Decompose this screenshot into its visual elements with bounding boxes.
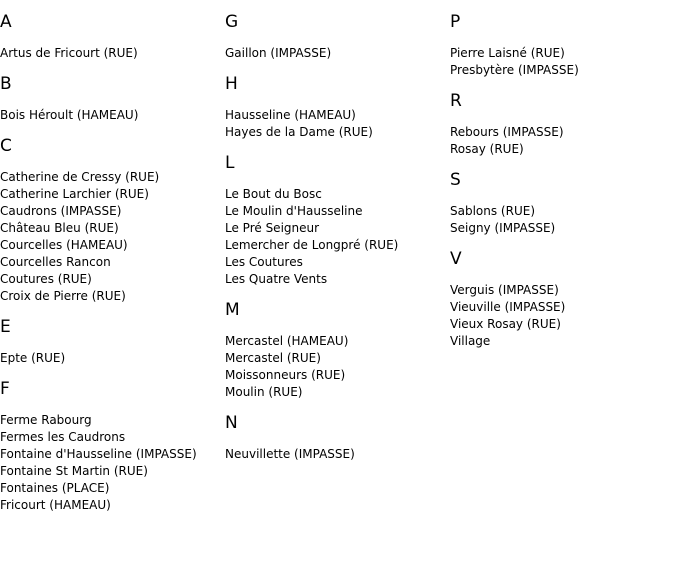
letter-heading: M xyxy=(225,300,240,320)
letter-heading: G xyxy=(225,12,239,32)
letter-group xyxy=(225,413,450,463)
street-link[interactable]: Les Coutures xyxy=(225,255,303,269)
street-link[interactable]: Lemercher de Longpré (RUE) xyxy=(225,238,399,252)
street-link[interactable]: Fricourt (HAMEAU) xyxy=(0,498,111,512)
street-link[interactable]: Seigny (IMPASSE) xyxy=(450,221,556,235)
letter-heading: B xyxy=(0,74,12,94)
street-link[interactable]: Les Quatre Vents xyxy=(225,272,328,286)
street-link[interactable]: Château Bleu (RUE) xyxy=(0,221,119,235)
street-list xyxy=(0,169,225,305)
street-link[interactable]: Ferme Rabourg xyxy=(0,413,92,427)
letter-heading: N xyxy=(225,413,238,433)
street-link[interactable]: Artus de Fricourt (RUE) xyxy=(0,46,138,60)
index-column-1 xyxy=(0,0,225,518)
street-list xyxy=(450,282,675,350)
street-list xyxy=(225,107,450,141)
letter-heading: E xyxy=(0,317,11,337)
letter-heading: C xyxy=(0,136,12,156)
street-link[interactable]: Presbytère (IMPASSE) xyxy=(450,63,579,77)
letter-heading: F xyxy=(0,379,10,399)
street-link[interactable]: Moissonneurs (RUE) xyxy=(225,368,346,382)
street-link[interactable]: Epte (RUE) xyxy=(0,351,66,365)
street-link[interactable]: Pierre Laisné (RUE) xyxy=(450,46,565,60)
street-link[interactable]: Fontaine St Martin (RUE) xyxy=(0,464,148,478)
street-link[interactable]: Fontaine d'Hausseline (IMPASSE) xyxy=(0,447,197,461)
street-link[interactable]: Courcelles Rancon xyxy=(0,255,111,269)
street-list xyxy=(450,203,675,237)
street-list xyxy=(450,124,675,158)
street-link[interactable]: Coutures (RUE) xyxy=(0,272,92,286)
street-link[interactable]: Caudrons (IMPASSE) xyxy=(0,204,122,218)
street-link[interactable]: Vieuville (IMPASSE) xyxy=(450,300,566,314)
street-link[interactable]: Rebours (IMPASSE) xyxy=(450,125,564,139)
street-link[interactable]: Fermes les Caudrons xyxy=(0,430,126,444)
letter-group xyxy=(225,300,450,401)
letter-heading: R xyxy=(450,91,462,111)
letter-heading: A xyxy=(0,12,12,32)
letter-group xyxy=(0,317,225,367)
street-link[interactable]: Rosay (RUE) xyxy=(450,142,524,156)
index-column-2 xyxy=(225,0,450,467)
street-link[interactable]: Verguis (IMPASSE) xyxy=(450,283,559,297)
letter-group xyxy=(225,153,450,288)
street-link[interactable]: Le Bout du Bosc xyxy=(225,187,322,201)
street-link[interactable]: Le Moulin d'Hausseline xyxy=(225,204,363,218)
street-link[interactable]: Croix de Pierre (RUE) xyxy=(0,289,126,303)
letter-group xyxy=(0,136,225,305)
street-link[interactable]: Fontaines (PLACE) xyxy=(0,481,110,495)
street-link[interactable]: Le Pré Seigneur xyxy=(225,221,320,235)
street-link[interactable]: Catherine Larchier (RUE) xyxy=(0,187,149,201)
street-link[interactable]: Catherine de Cressy (RUE) xyxy=(0,170,160,184)
street-list xyxy=(0,350,225,367)
letter-group xyxy=(0,12,225,62)
street-link[interactable]: Sablons (RUE) xyxy=(450,204,536,218)
street-list xyxy=(225,186,450,288)
letter-group xyxy=(0,379,225,514)
street-link[interactable]: Hayes de la Dame (RUE) xyxy=(225,125,373,139)
index-column-3 xyxy=(450,0,675,354)
letter-group xyxy=(225,74,450,141)
street-link[interactable]: Mercastel (HAMEAU) xyxy=(225,334,349,348)
letter-group xyxy=(0,74,225,124)
letter-group xyxy=(450,91,675,158)
street-list xyxy=(0,412,225,514)
street-list xyxy=(0,107,225,124)
street-link[interactable]: Bois Héroult (HAMEAU) xyxy=(0,108,139,122)
letter-heading: S xyxy=(450,170,461,190)
street-link[interactable]: Neuvillette (IMPASSE) xyxy=(225,447,355,461)
street-link[interactable]: Courcelles (HAMEAU) xyxy=(0,238,128,252)
letter-group xyxy=(225,12,450,62)
street-link[interactable]: Village xyxy=(450,334,491,348)
street-link[interactable]: Moulin (RUE) xyxy=(225,385,303,399)
letter-group xyxy=(450,170,675,237)
letter-heading: H xyxy=(225,74,238,94)
street-list xyxy=(225,45,450,62)
letter-heading: V xyxy=(450,249,462,269)
street-link[interactable]: Gaillon (IMPASSE) xyxy=(225,46,332,60)
street-link[interactable]: Hausseline (HAMEAU) xyxy=(225,108,356,122)
street-list xyxy=(225,446,450,463)
letter-heading: P xyxy=(450,12,461,32)
letter-heading: L xyxy=(225,153,235,173)
street-list xyxy=(450,45,675,79)
street-list xyxy=(0,45,225,62)
street-link[interactable]: Vieux Rosay (RUE) xyxy=(450,317,561,331)
letter-group xyxy=(450,249,675,350)
street-link[interactable]: Mercastel (RUE) xyxy=(225,351,321,365)
street-list xyxy=(225,333,450,401)
letter-group xyxy=(450,12,675,79)
